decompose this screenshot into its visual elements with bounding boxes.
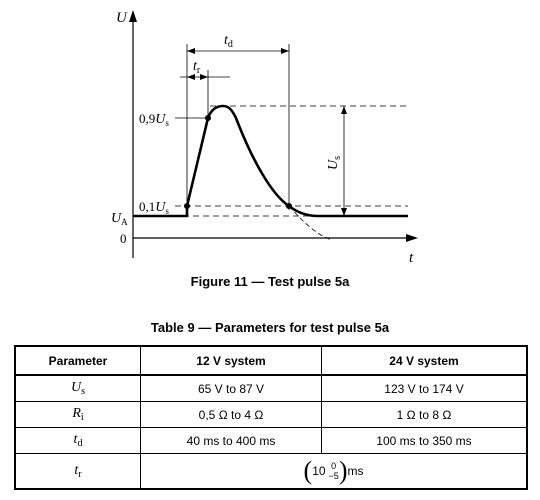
- tr-arrow-right: [200, 74, 208, 80]
- ua-label: $U_A$: [111, 211, 128, 227]
- x-axis-label: t: [409, 250, 414, 266]
- value-12v-cell: 0,5 Ω to 4 Ω: [141, 402, 322, 428]
- param-cell: $R_i$: [15, 402, 141, 428]
- tr-value-cell: [141, 454, 528, 490]
- us-arrow-top: [341, 106, 347, 114]
- value-12v-cell: 40 ms to 400 ms: [141, 428, 322, 454]
- td-arrow-right: [281, 48, 289, 54]
- level-01-label: $0,1U_s$: [139, 199, 169, 216]
- header-12v: 12 V system: [141, 346, 322, 375]
- param-cell: $t_r$: [15, 454, 141, 490]
- value-24v-cell: 123 V to 174 V: [322, 375, 528, 402]
- paren-open: (: [303, 456, 313, 485]
- tr-arrow-left: [187, 74, 195, 80]
- value-24v-cell: 1 Ω to 8 Ω: [322, 402, 528, 428]
- value-12v-cell: 65 V to 87 V: [141, 375, 322, 402]
- value-24v-cell: 100 ms to 350 ms: [322, 428, 528, 454]
- tr-unit: ms: [347, 464, 364, 478]
- pulse-waveform: [133, 106, 408, 216]
- td-label: $t_d$: [224, 33, 233, 50]
- parameters-table: [14, 345, 528, 490]
- tr-tol-upper: 0: [331, 461, 337, 471]
- figure-caption: Figure 11 — Test pulse 5a: [190, 274, 350, 289]
- point-09: [205, 115, 211, 121]
- y-axis-label: U: [116, 10, 127, 26]
- table-caption: Table 9 — Parameters for test pulse 5a: [150, 320, 390, 335]
- table-row: [15, 428, 527, 454]
- level-09-label: $0,9U_s$: [139, 111, 169, 128]
- header-parameter: Parameter: [15, 346, 141, 375]
- table-row: [15, 375, 527, 402]
- tr-label: $t_r$: [193, 59, 201, 76]
- param-cell: $U_s$: [15, 375, 141, 402]
- zero-label: 0: [120, 231, 127, 246]
- point-01: [184, 203, 190, 209]
- param-cell: $t_d$: [15, 428, 141, 454]
- table-row: [15, 454, 527, 490]
- tr-nominal: 10: [312, 464, 326, 478]
- table-row: [15, 402, 527, 428]
- tr-tol-lower: −5: [328, 471, 339, 481]
- td-arrow-left: [187, 48, 195, 54]
- y-axis-arrow: [129, 10, 137, 22]
- header-24v: 24 V system: [322, 346, 528, 375]
- paren-close: ): [338, 456, 348, 485]
- us-label: $U_s$: [326, 155, 343, 170]
- tr-value: [304, 458, 364, 484]
- x-axis-arrow: [406, 234, 418, 242]
- tr-tolerance: [329, 461, 339, 481]
- point-decay-01: [286, 203, 292, 209]
- table-header-row: [15, 346, 527, 375]
